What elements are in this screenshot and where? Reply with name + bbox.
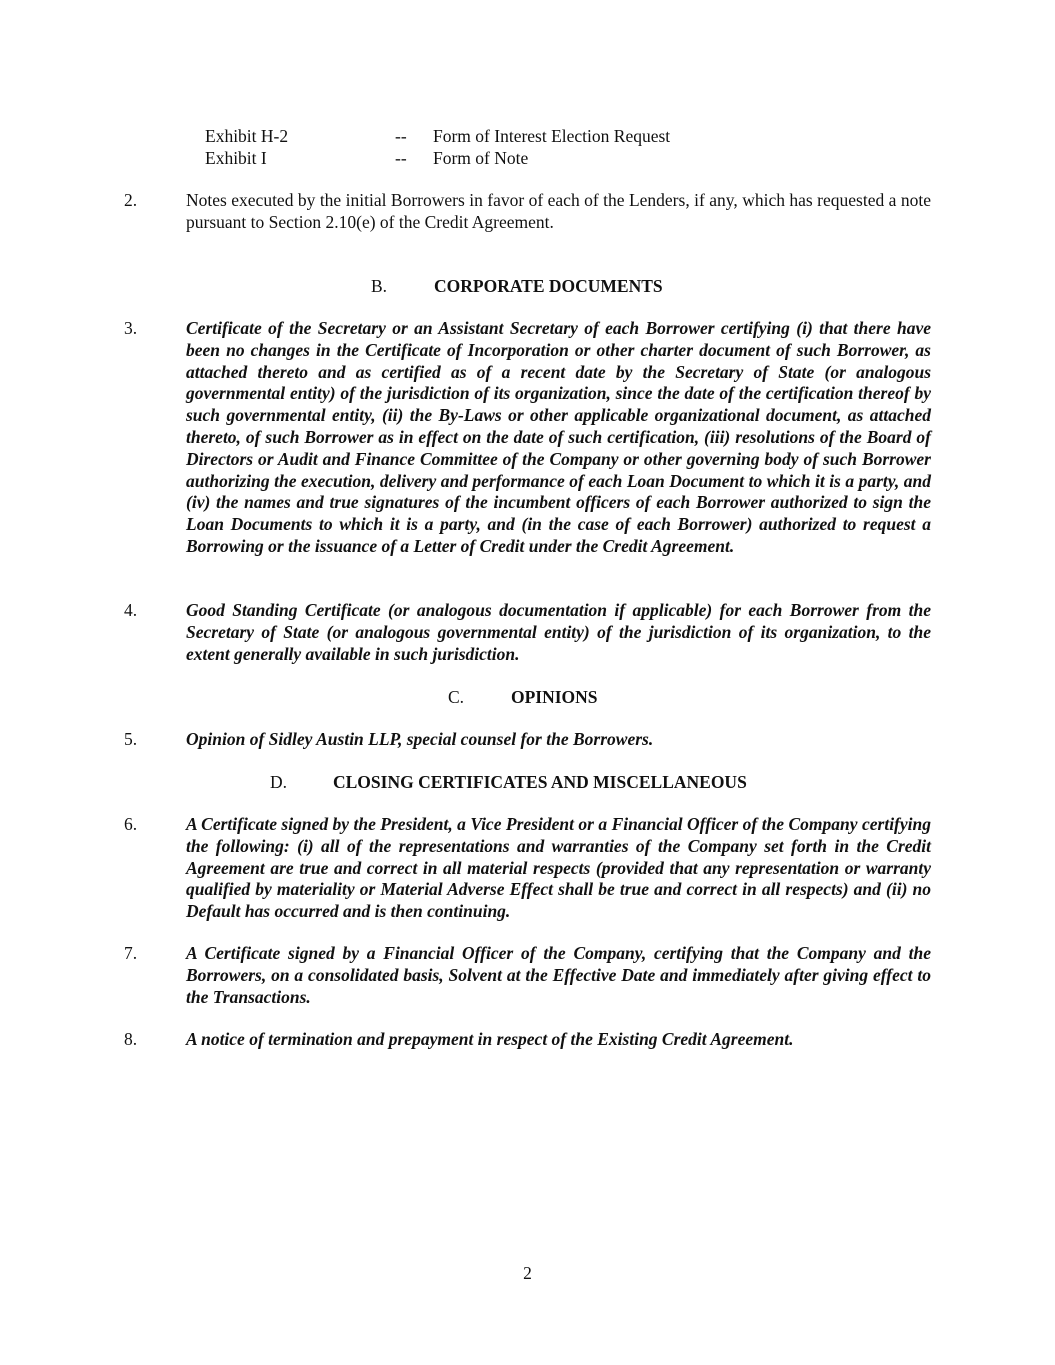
page-number: 2	[523, 1263, 532, 1283]
item-text: A Certificate signed by the President, a Vice President or a Financial Officer of the Company certifying the following: (i) all of the representations and warranties of the Company set forth in the Credit Agreement are true and correct in all material respects (provided that any representation or warranty qualified by materiality or Material Adverse Effect shall be true and correct in all respects) and (ii) no Default has occurred and is then continuing.	[186, 814, 931, 922]
exhibit-row	[0, 147, 1055, 169]
item-number: 2.	[124, 190, 138, 210]
item-text: Certificate of the Secretary or an Assistant Secretary of each Borrower certifying (i) that there have been no changes in the Certificate of Incorporation or other charter document of such Borrower, as attached thereto and as certified as of a recent date by the Secretary of State (or analogous governmental entity) of the jurisdiction of its organization, since the date of the certification thereof by such governmental entity, (ii) the By-Laws or other applicable organizational document, as attached thereto, of such Borrower as in effect on the date of such certification, (iii) resolutions of the Board of Directors or Audit and Finance Committee of the Company or other governing body of such Borrower authorizing the execution, delivery and performance of each Loan Document to which it is a party, and (iv) the names and true signatures of the incumbent officers of each Borrower authorized to sign the Loan Documents to which it is a party, and (in the case of each Borrower) authorized to request a Borrowing or the issuance of a Letter of Credit under the Credit Agreement.	[186, 318, 931, 556]
section-letter: C.	[448, 687, 465, 707]
section-title: CLOSING CERTIFICATES AND MISCELLANEOUS	[333, 772, 747, 792]
exhibit-dash: --	[395, 126, 407, 146]
item-number: 8.	[124, 1029, 138, 1049]
section-title: CORPORATE DOCUMENTS	[434, 276, 663, 296]
exhibit-label: Exhibit I	[205, 148, 267, 168]
section-heading-closing-certificates	[0, 771, 1055, 793]
exhibit-label: Exhibit H-2	[205, 126, 289, 146]
section-letter: D.	[270, 772, 288, 792]
section-heading-opinions	[0, 686, 1055, 708]
item-number: 4.	[124, 600, 138, 620]
section-letter: B.	[371, 276, 388, 296]
exhibit-row	[0, 125, 1055, 147]
item-text: Opinion of Sidley Austin LLP, special counsel for the Borrowers.	[186, 729, 654, 749]
item-text: A Certificate signed by a Financial Officer of the Company, certifying that the Company and the Borrowers, on a consolidated basis, Solvent at the Effective Date and immediately after giving effect to the Transactions.	[186, 943, 931, 1007]
section-title: OPINIONS	[511, 687, 598, 707]
item-number: 6.	[124, 814, 138, 834]
item-number: 7.	[124, 943, 138, 963]
exhibit-description: Form of Note	[433, 148, 529, 168]
exhibit-dash: --	[395, 148, 407, 168]
item-text: Notes executed by the initial Borrowers in favor of each of the Lenders, if any, which has requested a note pursuant to Section 2.10(e) of the Credit Agreement.	[186, 190, 931, 232]
section-heading-corporate-documents	[0, 275, 1055, 297]
item-text: Good Standing Certificate (or analogous documentation if applicable) for each Borrower from the Secretary of State (or analogous governmental entity) of the jurisdiction of its organization, to the extent generally available in such jurisdiction.	[186, 600, 931, 664]
exhibit-description: Form of Interest Election Request	[433, 126, 671, 146]
item-text: A notice of termination and prepayment in respect of the Existing Credit Agreement.	[186, 1029, 794, 1049]
item-number: 3.	[124, 318, 138, 338]
item-number: 5.	[124, 729, 138, 749]
